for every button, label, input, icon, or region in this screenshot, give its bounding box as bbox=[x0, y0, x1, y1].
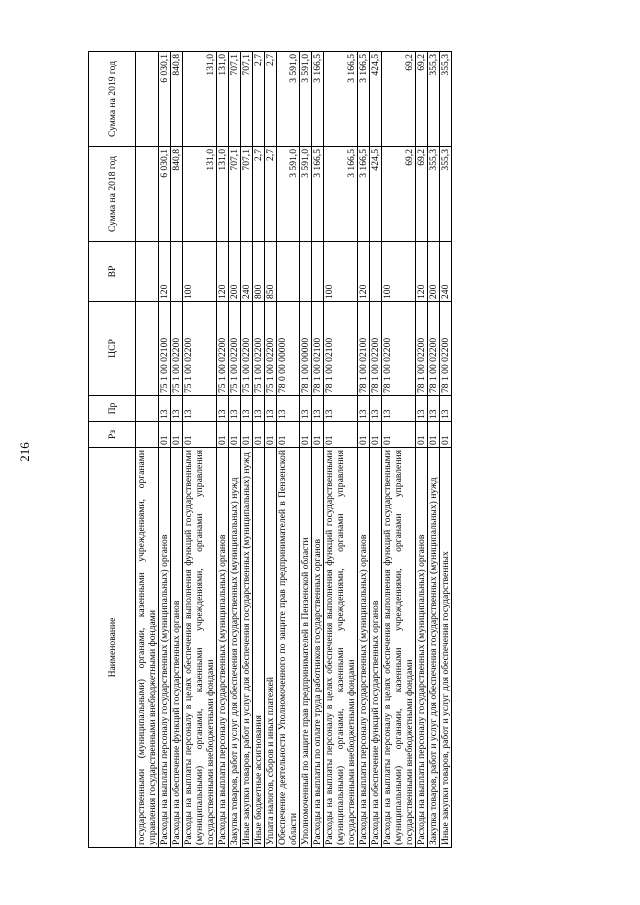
cell-sum-2019: 131,0 bbox=[183, 52, 217, 147]
header-sum-2018: Сумма на 2018 год bbox=[89, 147, 136, 242]
cell-sum-2018: 3 166,5 bbox=[324, 147, 358, 242]
cell-csr: 75 1 00 02200 bbox=[171, 302, 183, 396]
header-vr: ВР bbox=[89, 242, 136, 302]
table-row bbox=[171, 52, 183, 848]
cell-name: Закупка товаров, работ и услуг для обеспечения государственных (муниципальных) нужд bbox=[428, 448, 440, 848]
cell-name: Расходы на выплаты персоналу государственных (муниципальных) органов bbox=[416, 448, 428, 848]
table-row bbox=[312, 52, 324, 848]
cell-rz: 01 bbox=[358, 422, 370, 448]
cell-vr: 120 bbox=[416, 242, 428, 302]
cell-rz: 01 bbox=[300, 422, 312, 448]
cell-name: Иные закупки товаров, работ и услуг для обеспечения государственных bbox=[440, 448, 452, 848]
cell-pr bbox=[136, 396, 159, 422]
cell-sum-2018: 707,1 bbox=[241, 147, 253, 242]
header-pr: Пр bbox=[89, 396, 136, 422]
header-csr: ЦСР bbox=[89, 302, 136, 396]
cell-name: Иные бюджетные ассигнования bbox=[253, 448, 265, 848]
cell-rz bbox=[136, 422, 159, 448]
cell-name: Расходы на выплаты по оплате труда работников государственных органов bbox=[312, 448, 324, 848]
cell-sum-2018: 131,0 bbox=[183, 147, 217, 242]
cell-sum-2019: 2,7 bbox=[265, 52, 277, 147]
cell-name: Уплата налогов, сборов и иных платежей bbox=[265, 448, 277, 848]
cell-vr: 120 bbox=[358, 242, 370, 302]
cell-sum-2019: 3 166,5 bbox=[324, 52, 358, 147]
cell-rz: 01 bbox=[277, 422, 300, 448]
cell-vr: 800 bbox=[253, 242, 265, 302]
table-row bbox=[253, 52, 265, 848]
cell-sum-2019: 355,3 bbox=[440, 52, 452, 147]
cell-vr: 850 bbox=[265, 242, 277, 302]
cell-csr: 75 1 00 02100 bbox=[159, 302, 171, 396]
cell-pr: 13 bbox=[277, 396, 300, 422]
cell-pr: 13 bbox=[229, 396, 241, 422]
cell-sum-2019: 3 591,0 bbox=[300, 52, 312, 147]
cell-sum-2018: 424,5 bbox=[370, 147, 382, 242]
cell-pr: 13 bbox=[312, 396, 324, 422]
cell-rz: 01 bbox=[217, 422, 229, 448]
page-number-area bbox=[0, 0, 50, 905]
cell-csr: 78 0 00 00000 bbox=[277, 302, 300, 396]
cell-name: Закупка товаров, работ и услуг для обеспечения государственных (муниципальных) нужд bbox=[229, 448, 241, 848]
table-row bbox=[183, 52, 217, 848]
cell-rz: 01 bbox=[229, 422, 241, 448]
cell-sum-2019: 69,2 bbox=[416, 52, 428, 147]
cell-vr: 240 bbox=[241, 242, 253, 302]
cell-vr: 120 bbox=[159, 242, 171, 302]
cell-csr: 78 1 00 02200 bbox=[382, 302, 416, 396]
cell-rz: 01 bbox=[241, 422, 253, 448]
cell-pr: 13 bbox=[253, 396, 265, 422]
cell-name: Уполномоченный по защите прав предпринимателей в Пензенской области bbox=[300, 448, 312, 848]
cell-name: Расходы на обеспечение функций государственных органов bbox=[370, 448, 382, 848]
cell-sum-2019: 3 591,0 bbox=[277, 52, 300, 147]
cell-sum-2019: 2,7 bbox=[253, 52, 265, 147]
cell-csr: 78 1 00 02200 bbox=[370, 302, 382, 396]
cell-vr bbox=[370, 242, 382, 302]
table-row bbox=[382, 52, 416, 848]
cell-csr: 75 1 00 02200 bbox=[265, 302, 277, 396]
cell-name: Расходы на выплаты персоналу в целях обеспечения выполнения функций государственными (муниципальными) органами, казенными учреждениями, органами управления государственными внебюджетными фондами bbox=[324, 448, 358, 848]
table-row bbox=[265, 52, 277, 848]
cell-pr: 13 bbox=[324, 396, 358, 422]
table-row bbox=[358, 52, 370, 848]
cell-csr: 78 1 00 02100 bbox=[324, 302, 358, 396]
cell-pr: 13 bbox=[183, 396, 217, 422]
table-row bbox=[324, 52, 358, 848]
cell-pr: 13 bbox=[416, 396, 428, 422]
cell-sum-2018: 355,3 bbox=[440, 147, 452, 242]
page-number: 216 bbox=[17, 442, 32, 462]
rotated-budget-table-wrapper bbox=[88, 52, 570, 848]
cell-pr: 13 bbox=[171, 396, 183, 422]
cell-sum-2018: 355,3 bbox=[428, 147, 440, 242]
header-name: Наименование bbox=[89, 448, 136, 848]
cell-vr bbox=[312, 242, 324, 302]
cell-name: Расходы на выплаты персоналу государственных (муниципальных) органов bbox=[217, 448, 229, 848]
cell-rz: 01 bbox=[183, 422, 217, 448]
cell-pr: 13 bbox=[241, 396, 253, 422]
cell-name: Иные закупки товаров, работ и услуг для обеспечения государственных (муниципальных) нужд bbox=[241, 448, 253, 848]
cell-vr bbox=[277, 242, 300, 302]
cell-sum-2018: 3 591,0 bbox=[277, 147, 300, 242]
cell-pr: 13 bbox=[159, 396, 171, 422]
cell-pr: 13 bbox=[265, 396, 277, 422]
cell-rz: 01 bbox=[370, 422, 382, 448]
table-row bbox=[300, 52, 312, 848]
table-row bbox=[416, 52, 428, 848]
cell-sum-2019: 6 030,1 bbox=[159, 52, 171, 147]
table-row bbox=[370, 52, 382, 848]
cell-rz: 01 bbox=[253, 422, 265, 448]
cell-rz: 01 bbox=[440, 422, 452, 448]
cell-pr: 13 bbox=[382, 396, 416, 422]
cell-name: Обеспечение деятельности Уполномоченного по защите прав предпринимателей в Пензенской области bbox=[277, 448, 300, 848]
cell-sum-2019: 840,8 bbox=[171, 52, 183, 147]
cell-name: Расходы на выплаты персоналу государственных (муниципальных) органов bbox=[358, 448, 370, 848]
cell-pr: 13 bbox=[358, 396, 370, 422]
cell-vr: 240 bbox=[440, 242, 452, 302]
cell-sum-2018: 69,2 bbox=[382, 147, 416, 242]
table-row bbox=[440, 52, 452, 848]
cell-csr: 75 1 00 02200 bbox=[217, 302, 229, 396]
table-row bbox=[136, 52, 159, 848]
cell-csr: 78 1 00 02100 bbox=[312, 302, 324, 396]
cell-sum-2019: 707,1 bbox=[241, 52, 253, 147]
cell-csr: 78 1 00 02200 bbox=[440, 302, 452, 396]
cell-rz: 01 bbox=[428, 422, 440, 448]
cell-sum-2018: 3 591,0 bbox=[300, 147, 312, 242]
cell-sum-2019: 3 166,5 bbox=[358, 52, 370, 147]
cell-sum-2019: 707,1 bbox=[229, 52, 241, 147]
header-sum-2019: Сумма на 2019 год bbox=[89, 52, 136, 147]
cell-rz: 01 bbox=[159, 422, 171, 448]
cell-vr: 200 bbox=[229, 242, 241, 302]
cell-rz: 01 bbox=[416, 422, 428, 448]
cell-vr bbox=[171, 242, 183, 302]
cell-pr: 13 bbox=[217, 396, 229, 422]
cell-name: Расходы на обеспечение функций государственных органов bbox=[171, 448, 183, 848]
cell-sum-2019: 3 166,5 bbox=[312, 52, 324, 147]
cell-sum-2018: 707,1 bbox=[229, 147, 241, 242]
header-rz: Рз bbox=[89, 422, 136, 448]
cell-sum-2018: 3 166,5 bbox=[358, 147, 370, 242]
table-header-row bbox=[89, 52, 136, 848]
cell-csr: 78 1 00 02200 bbox=[428, 302, 440, 396]
cell-vr bbox=[136, 242, 159, 302]
cell-csr bbox=[136, 302, 159, 396]
cell-pr: 13 bbox=[428, 396, 440, 422]
cell-pr: 13 bbox=[440, 396, 452, 422]
cell-name: Расходы на выплаты персоналу государственных (муниципальных) органов bbox=[159, 448, 171, 848]
table-row bbox=[277, 52, 300, 848]
cell-csr: 75 1 00 02200 bbox=[229, 302, 241, 396]
cell-vr: 200 bbox=[428, 242, 440, 302]
cell-vr bbox=[300, 242, 312, 302]
table-body bbox=[136, 52, 452, 848]
table-row bbox=[217, 52, 229, 848]
cell-csr: 75 1 00 02200 bbox=[183, 302, 217, 396]
cell-rz: 01 bbox=[265, 422, 277, 448]
cell-vr: 100 bbox=[324, 242, 358, 302]
cell-name: Расходы на выплаты персоналу в целях обеспечения выполнения функций государственными (муниципальными) органами, казенными учреждениями, органами управления государственными внебюджетными фондами bbox=[382, 448, 416, 848]
table-row bbox=[428, 52, 440, 848]
cell-sum-2019: 424,5 bbox=[370, 52, 382, 147]
cell-csr: 78 1 00 02100 bbox=[358, 302, 370, 396]
cell-csr: 75 1 00 02200 bbox=[253, 302, 265, 396]
cell-csr: 78 1 00 00000 bbox=[300, 302, 312, 396]
cell-vr: 100 bbox=[382, 242, 416, 302]
cell-sum-2018: 69,2 bbox=[416, 147, 428, 242]
table-row bbox=[159, 52, 171, 848]
cell-rz: 01 bbox=[382, 422, 416, 448]
cell-csr: 75 1 00 02200 bbox=[241, 302, 253, 396]
cell-vr: 120 bbox=[217, 242, 229, 302]
cell-pr: 13 bbox=[300, 396, 312, 422]
cell-sum-2019: 355,3 bbox=[428, 52, 440, 147]
cell-sum-2019: 131,0 bbox=[217, 52, 229, 147]
cell-sum-2018: 6 030,1 bbox=[159, 147, 171, 242]
cell-rz: 01 bbox=[312, 422, 324, 448]
cell-vr: 100 bbox=[183, 242, 217, 302]
cell-sum-2018 bbox=[136, 147, 159, 242]
cell-sum-2018: 131,0 bbox=[217, 147, 229, 242]
cell-rz: 01 bbox=[171, 422, 183, 448]
table-row bbox=[241, 52, 253, 848]
cell-name: Расходы на выплаты персоналу в целях обеспечения выполнения функций государственными (муниципальными) органами, казенными учреждениями, органами управления государственными внебюджетными фондами bbox=[183, 448, 217, 848]
cell-sum-2018: 840,8 bbox=[171, 147, 183, 242]
cell-sum-2018: 2,7 bbox=[253, 147, 265, 242]
table-row bbox=[229, 52, 241, 848]
cell-csr: 78 1 00 02200 bbox=[416, 302, 428, 396]
cell-sum-2018: 2,7 bbox=[265, 147, 277, 242]
budget-table bbox=[88, 51, 452, 848]
cell-rz: 01 bbox=[324, 422, 358, 448]
cell-sum-2019 bbox=[136, 52, 159, 147]
cell-sum-2019: 69,2 bbox=[382, 52, 416, 147]
cell-name: государственными (муниципальными) органами, казенными учреждениями, органами управления государственными внебюджетными фондами bbox=[136, 448, 159, 848]
cell-sum-2018: 3 166,5 bbox=[312, 147, 324, 242]
cell-pr: 13 bbox=[370, 396, 382, 422]
